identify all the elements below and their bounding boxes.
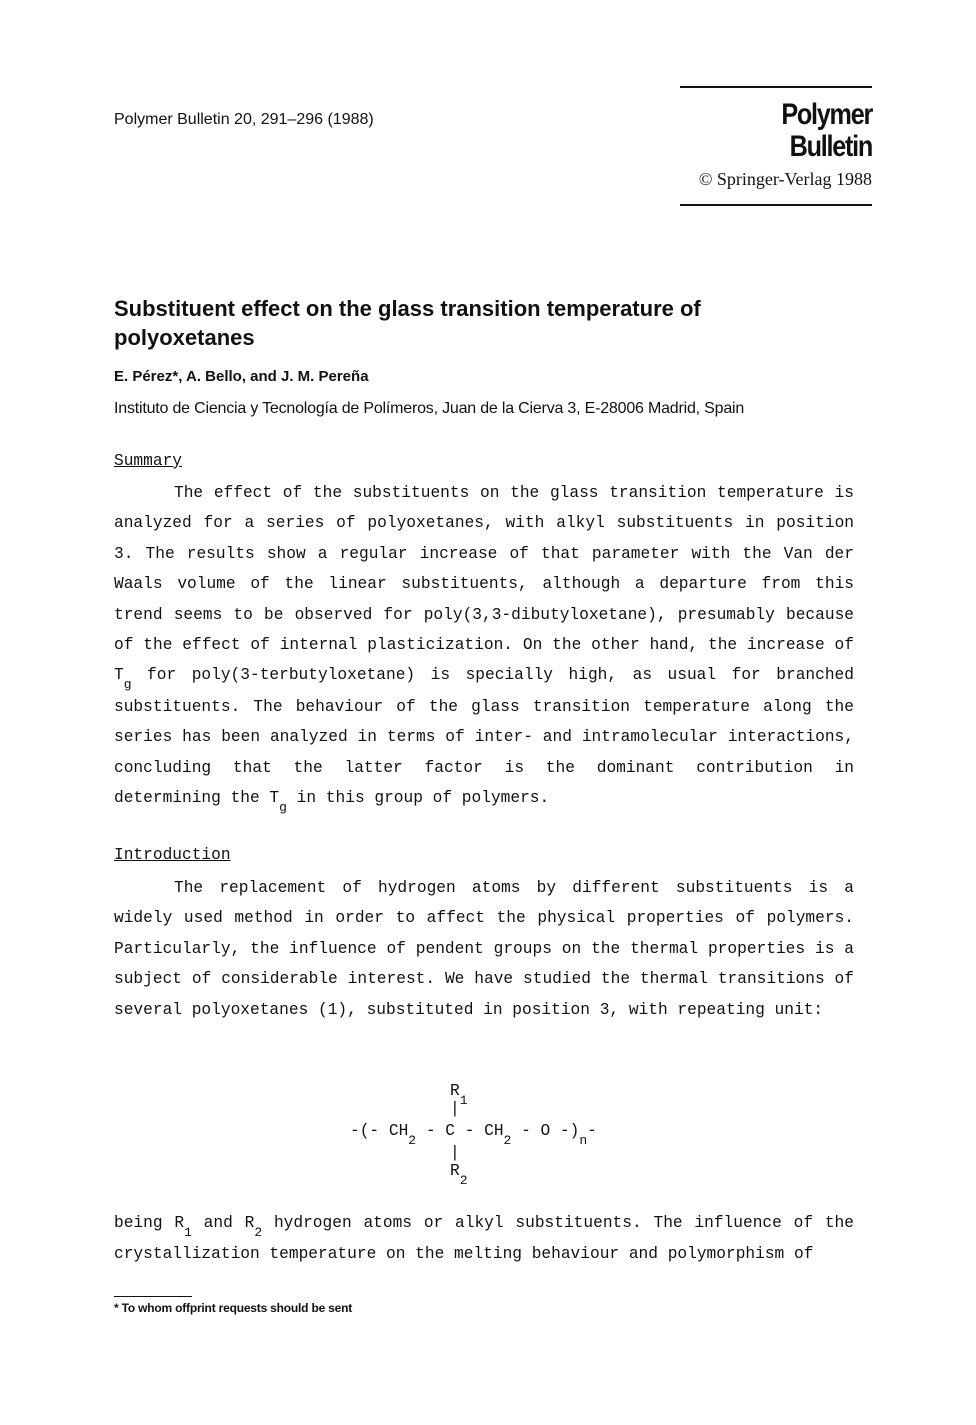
repeating-unit-formula (350, 1082, 630, 1192)
continuation-text-1: being R (114, 1214, 185, 1232)
summary-text-part-3: in this group of polymers. (286, 789, 550, 808)
summary-text-part-2: for poly(3-terbutyloxetane) is specially high, as usual for branched substituents. The behaviour of the glass transition temperature along the series has been analyzed in terms of inter- and intramolecular interactions, concluding that the latter factor is the dominant contribution in determining the T (114, 666, 854, 808)
summary-text-part-1: The effect of the substituents on the glass transition temperature is analyzed for a series of polyoxetanes, with alkyl substituents in position 3. The results show a regular increase of that parameter with the Van der Waals volume of the linear substituents, although a departure from this trend seems to be observed for poly(3,3-dibutyloxetane), presumably because of the effect of internal plasticization. On the other hand, the increase of T (114, 484, 854, 685)
introduction-heading: Introduction (114, 846, 231, 864)
subscript-g: g (123, 677, 132, 693)
summary-paragraph (114, 478, 854, 814)
formula-r1: $R_1$ (450, 1082, 468, 1108)
formula-r2: $R_2$ (450, 1162, 468, 1188)
formula-bond-up: | (450, 1100, 460, 1118)
footnote: * To whom offprint requests should be sent (114, 1301, 353, 1315)
introduction-paragraph (114, 873, 854, 1025)
introduction-text: The replacement of hydrogen atoms by different substituents is a widely used method in order to affect the physical properties of polymers. Particularly, the influence of pendent groups on the thermal properties is a subject of considerable interest. We have studied the thermal transitions of several polyoxetanes (1), substituted in position 3, with repeating unit: (114, 879, 854, 1019)
continuation-text-2: and R (191, 1214, 255, 1232)
article-title: Substituent effect on the glass transition temperature of polyoxetanes (114, 296, 701, 350)
journal-masthead (680, 86, 872, 206)
continuation-text-3: hydrogen atoms or alkyl substituents. The influence of the crystallization temperature on the melting behaviour and polymorphism of (114, 1214, 854, 1264)
article-authors: E. Pérez*, A. Bello, and J. M. Pereña (114, 368, 369, 385)
summary-heading: Summary (114, 452, 182, 470)
copyright-notice: © Springer-Verlag 1988 (698, 169, 872, 189)
subscript-g: g (279, 800, 287, 816)
journal-name: Polymer Bulletin (781, 98, 872, 163)
author-affiliation: Instituto de Ciencia y Tecnología de Polímeros, Juan de la Cierva 3, E-28006 Madrid, Spain (114, 400, 745, 417)
formula-bond-down: | (450, 1144, 460, 1162)
subscript-1: 1 (184, 1225, 192, 1240)
masthead-top-rule (680, 86, 872, 88)
continuation-paragraph (114, 1208, 854, 1270)
footnote-rule (114, 1296, 192, 1297)
formula-backbone: -(- $CH_2$ - C - $CH_2$ - O $-)_n-$ (350, 1122, 597, 1148)
journal-citation: Polymer Bulletin 20, 291–296 (1988) (114, 111, 374, 128)
masthead-bottom-rule (680, 204, 872, 206)
subscript-2: 2 (254, 1225, 263, 1240)
